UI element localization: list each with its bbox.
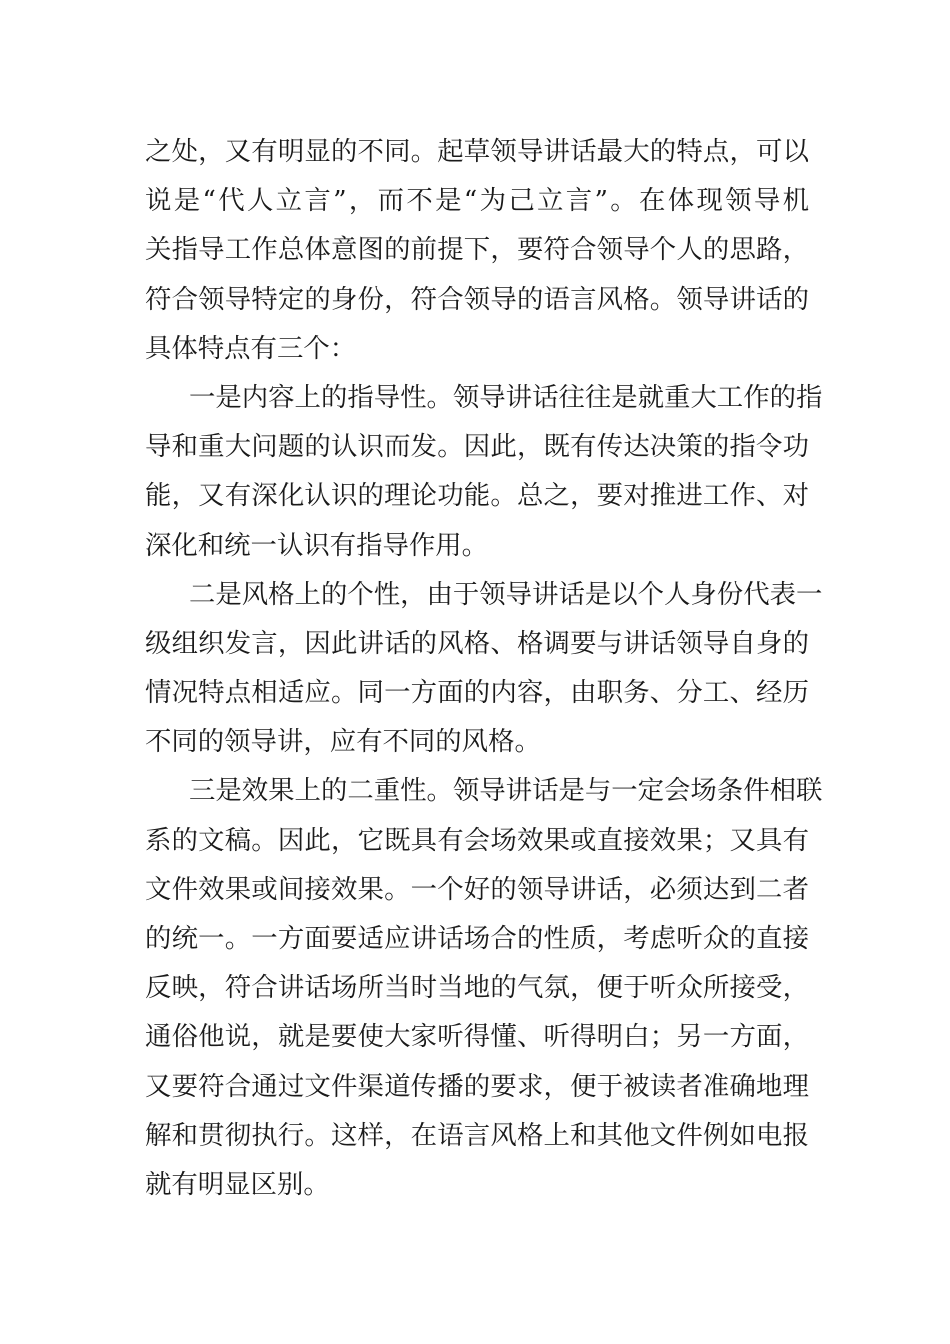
text-line: 系的文稿。因此，它既具有会场效果或直接效果；又具有 bbox=[145, 824, 809, 856]
text-line: 说是“代人立言”，而不是“为己立言”。在体现领导机 bbox=[145, 185, 809, 217]
text-line: 反映，符合讲话场所当时当地的气氛，便于听众所接受， bbox=[145, 972, 809, 1004]
body-text bbox=[145, 127, 823, 1209]
text-line: 又要符合通过文件渠道传播的要求，便于被读者准确地理 bbox=[145, 1070, 809, 1102]
text-line: 符合领导特定的身份，符合领导的语言风格。领导讲话的 bbox=[145, 283, 809, 315]
text-line: 导和重大问题的认识而发。因此，既有传达决策的指令功 bbox=[145, 431, 809, 463]
text-line: 级组织发言，因此讲话的风格、格调要与讲话领导自身的 bbox=[145, 627, 809, 659]
text-line: 一是内容上的指导性。领导讲话往往是就重大工作的指 bbox=[189, 381, 823, 413]
text-line: 能，又有深化认识的理论功能。总之，要对推进工作、对 bbox=[145, 480, 809, 512]
text-line: 二是风格上的个性，由于领导讲话是以个人身份代表一 bbox=[189, 578, 823, 610]
text-line: 情况特点相适应。同一方面的内容，由职务、分工、经历 bbox=[145, 677, 809, 709]
text-line: 解和贯彻执行。这样，在语言风格上和其他文件例如电报 bbox=[145, 1119, 809, 1151]
text-line: 三是效果上的二重性。领导讲话是与一定会场条件相联 bbox=[189, 775, 823, 807]
paragraph-3 bbox=[145, 570, 823, 767]
paragraph-1 bbox=[145, 127, 809, 373]
text-line: 具体特点有三个： bbox=[145, 332, 357, 364]
text-line: 通俗他说，就是要使大家听得懂、听得明白；另一方面， bbox=[145, 1021, 809, 1053]
text-line: 关指导工作总体意图的前提下，要符合领导个人的思路， bbox=[145, 234, 809, 266]
paragraph-4 bbox=[145, 766, 823, 1209]
paragraph-2 bbox=[145, 373, 823, 570]
text-line: 的统一。一方面要适应讲话场合的性质，考虑听众的直接 bbox=[145, 923, 809, 954]
text-line: 深化和统一认识有指导作用。 bbox=[145, 529, 489, 561]
text-line: 文件效果或间接效果。一个好的领导讲话，必须达到二者 bbox=[145, 873, 809, 905]
text-line: 之处，又有明显的不同。起草领导讲话最大的特点，可以 bbox=[145, 136, 809, 167]
text-line: 不同的领导讲，应有不同的风格。 bbox=[145, 726, 541, 758]
text-line: 就有明显区别。 bbox=[145, 1168, 330, 1200]
